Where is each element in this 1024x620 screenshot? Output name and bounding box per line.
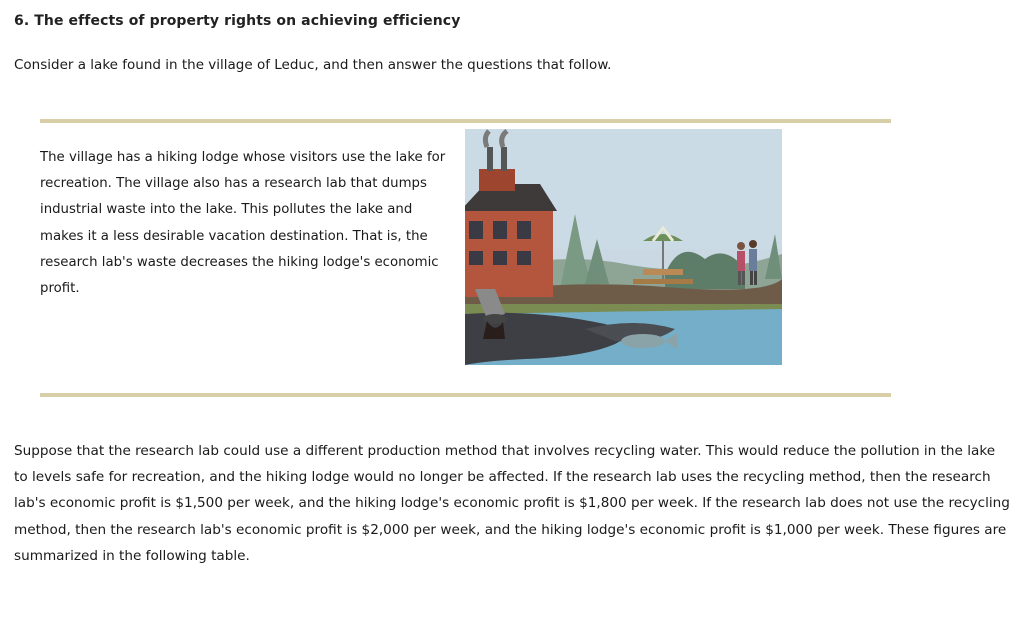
question-intro: Consider a lake found in the village of Leduc, and then answer the questions that follow. (14, 57, 612, 73)
scenario-paragraph: Suppose that the research lab could use a different production method that involves recycling water. This would reduce the pollution in the lake to levels safe for recreation, and the hiking lodge would no longer be affected. If the research lab uses the recycling method, then the research lab's economic profit is $1,500 per week, and the hiking lodge's economic profit is $1,800 per week. If the research lab does not use the recycling method, then the research lab's economic profit is $2,000 per week, and the hiking lodge's economic profit is $1,000 per week. These figures are summarized in the following table. (14, 443, 1010, 564)
polluted-lake-scene-icon (465, 129, 782, 365)
top-divider (40, 119, 891, 123)
scenario-description: The village has a hiking lodge whose visitors use the lake for recreation. The village also has a research lab that dumps industrial waste into the lake. This pollutes the lake and makes it a less desirable vacation destination. That is, the research lab's waste decreases the hiking lodge's economic profit. (40, 150, 446, 297)
question-title: 6. The effects of property rights on achieving efficiency (14, 13, 461, 29)
bottom-divider (40, 393, 891, 397)
